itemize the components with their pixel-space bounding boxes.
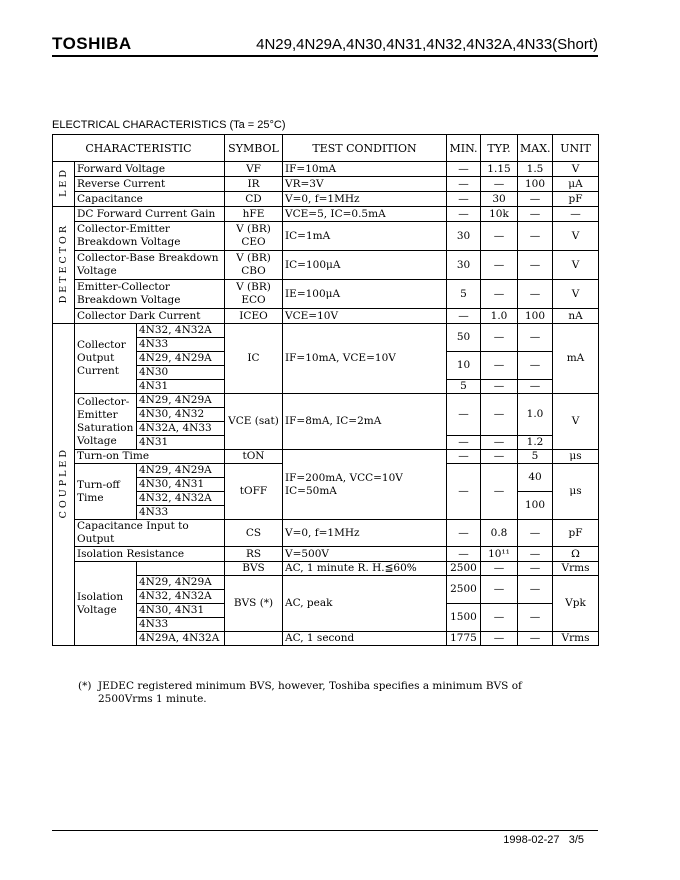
- cell-sym: V (BR) ECO: [225, 280, 283, 309]
- cell-typ: —: [481, 436, 518, 450]
- cell-min: —: [447, 450, 481, 464]
- cell-typ: —: [481, 632, 518, 646]
- cell-min: —: [447, 520, 481, 547]
- cell-sym: V (BR) CBO: [225, 251, 283, 280]
- group-label-coupled: COUPLED: [53, 324, 75, 646]
- cell-min: —: [447, 162, 481, 177]
- cell-typ: —: [481, 562, 518, 576]
- cell-unit: V: [553, 251, 599, 280]
- table-row: [53, 280, 599, 309]
- cell-unit: Ω: [553, 547, 599, 562]
- cell-device: 4N30, 4N31: [137, 478, 225, 492]
- cell-char: Capacitance Input to Output: [75, 520, 225, 547]
- col-header-characteristic: CHARACTERISTIC: [53, 135, 225, 162]
- cell-typ: —: [481, 324, 518, 352]
- cell-max: —: [518, 251, 553, 280]
- cell-max: —: [518, 380, 553, 394]
- cell-device: 4N33: [137, 506, 225, 520]
- cell-cond: AC, 1 second: [283, 632, 447, 646]
- cell-typ: —: [481, 464, 518, 520]
- cell-sym: hFE: [225, 207, 283, 222]
- cell-sym: VF: [225, 162, 283, 177]
- cell-unit: μA: [553, 177, 599, 192]
- cell-cond: VR=3V: [283, 177, 447, 192]
- cell-device: 4N31: [137, 436, 225, 450]
- cell-sym: CD: [225, 192, 283, 207]
- cell-max: —: [518, 192, 553, 207]
- cell-cond: IE=100μA: [283, 280, 447, 309]
- footnote-text: JEDEC registered minimum BVS, however, Toshiba specifies a minimum BVS of 2500Vrms 1 minute.: [98, 680, 522, 705]
- brand-logo: TOSHIBA: [52, 34, 132, 53]
- cell-min: —: [447, 192, 481, 207]
- cell-min: 5: [447, 380, 481, 394]
- cell-device: [137, 562, 225, 576]
- cell-max: —: [518, 576, 553, 604]
- cell-char: Emitter-Collector Breakdown Voltage: [75, 280, 225, 309]
- cell-char: Isolation Resistance: [75, 547, 225, 562]
- cell-max: 100: [518, 177, 553, 192]
- cell-max: —: [518, 324, 553, 352]
- cell-device: 4N31: [137, 380, 225, 394]
- cell-min: 30: [447, 251, 481, 280]
- cell-min: 1500: [447, 604, 481, 632]
- cell-char: DC Forward Current Gain: [75, 207, 225, 222]
- cell-min: 30: [447, 222, 481, 251]
- cell-char: Forward Voltage: [75, 162, 225, 177]
- col-header-min: MIN.: [447, 135, 481, 162]
- table-row: [53, 450, 599, 464]
- cell-unit: V: [553, 222, 599, 251]
- header-rule: [52, 55, 598, 57]
- cell-max: —: [518, 632, 553, 646]
- cell-device: 4N33: [137, 618, 225, 632]
- group-label-detector: DETECTOR: [53, 207, 75, 324]
- cell-unit: V: [553, 162, 599, 177]
- cell-cond: IF=10mA: [283, 162, 447, 177]
- cell-min: 1775: [447, 632, 481, 646]
- cell-unit: mA: [553, 324, 599, 394]
- cell-max: —: [518, 352, 553, 380]
- cell-typ: 1.15: [481, 162, 518, 177]
- table-row: [53, 192, 599, 207]
- cell-char: Collector Output Current: [75, 324, 137, 394]
- cell-cond: VCE=10V: [283, 309, 447, 324]
- cell-unit: Vrms: [553, 632, 599, 646]
- cell-max: —: [518, 520, 553, 547]
- cell-max: —: [518, 280, 553, 309]
- table-row: [53, 394, 599, 408]
- cell-typ: —: [481, 450, 518, 464]
- cell-device: 4N32, 4N32A: [137, 590, 225, 604]
- table-row: [53, 562, 599, 576]
- cell-max: 40: [518, 464, 553, 492]
- cell-typ: 30: [481, 192, 518, 207]
- cell-max: —: [518, 562, 553, 576]
- cell-device: 4N32, 4N32A: [137, 324, 225, 338]
- cell-device: 4N29, 4N29A: [137, 464, 225, 478]
- cell-sym: BVS: [225, 562, 283, 576]
- cell-min: 50: [447, 324, 481, 352]
- cell-typ: —: [481, 352, 518, 380]
- cell-typ: —: [481, 251, 518, 280]
- document-title: 4N29,4N29A,4N30,4N31,4N32,4N32A,4N33(Short): [256, 36, 598, 53]
- cell-unit: nA: [553, 309, 599, 324]
- cell-min: —: [447, 547, 481, 562]
- cell-min: 2500: [447, 562, 481, 576]
- cell-max: —: [518, 207, 553, 222]
- col-header-condition: TEST CONDITION: [283, 135, 447, 162]
- cell-max: 100: [518, 492, 553, 520]
- cell-sym: V (BR) CEO: [225, 222, 283, 251]
- cell-typ: —: [481, 394, 518, 436]
- page-footer: [503, 834, 584, 846]
- cell-cond: AC, 1 minute R. H.≦60%: [283, 562, 447, 576]
- cell-device: 4N29, 4N29A: [137, 352, 225, 366]
- cell-char: Isolation Voltage: [75, 562, 137, 646]
- cell-unit: pF: [553, 520, 599, 547]
- cell-cond: VCE=5, IC=0.5mA: [283, 207, 447, 222]
- cell-sym: tON: [225, 450, 283, 464]
- cell-max: —: [518, 604, 553, 632]
- cell-typ: 10¹¹: [481, 547, 518, 562]
- cell-cond: V=500V: [283, 547, 447, 562]
- cell-unit: Vrms: [553, 562, 599, 576]
- cell-typ: —: [481, 576, 518, 604]
- cell-max: 5: [518, 450, 553, 464]
- cell-unit: V: [553, 394, 599, 450]
- cell-device: 4N29A, 4N32A: [137, 632, 225, 646]
- electrical-characteristics-table: [52, 134, 599, 646]
- cell-unit: —: [553, 207, 599, 222]
- cell-sym: IC: [225, 324, 283, 394]
- cell-device: 4N32A, 4N33: [137, 422, 225, 436]
- col-header-symbol: SYMBOL: [225, 135, 283, 162]
- cell-device: 4N30: [137, 366, 225, 380]
- table-header-row: [53, 135, 599, 162]
- footnote-mark: (*): [78, 680, 92, 692]
- cell-device: 4N30, 4N31: [137, 604, 225, 618]
- cell-max: 1.5: [518, 162, 553, 177]
- cell-sym: VCE (sat): [225, 394, 283, 450]
- cell-cond: IF=8mA, IC=2mA: [283, 394, 447, 450]
- cell-typ: —: [481, 222, 518, 251]
- table-row: [53, 251, 599, 280]
- cell-max: 1.2: [518, 436, 553, 450]
- cell-char: Reverse Current: [75, 177, 225, 192]
- cell-unit: V: [553, 280, 599, 309]
- cell-char: Turn-off Time: [75, 464, 137, 520]
- cell-sym: ICEO: [225, 309, 283, 324]
- cell-max: 1.0: [518, 394, 553, 436]
- cell-unit: μs: [553, 464, 599, 520]
- cell-unit: pF: [553, 192, 599, 207]
- col-header-max: MAX.: [518, 135, 553, 162]
- cell-char: Collector-Emitter Saturation Voltage: [75, 394, 137, 450]
- cell-min: —: [447, 394, 481, 436]
- cell-cond: AC, peak: [283, 576, 447, 632]
- cell-unit: μs: [553, 450, 599, 464]
- group-label-led: LED: [53, 162, 75, 207]
- cell-char: Collector-Emitter Breakdown Voltage: [75, 222, 225, 251]
- cell-typ: 1.0: [481, 309, 518, 324]
- cell-min: 2500: [447, 576, 481, 604]
- cell-cond: IC=100μA: [283, 251, 447, 280]
- cell-max: —: [518, 222, 553, 251]
- cell-typ: 10k: [481, 207, 518, 222]
- footer-rule: [52, 830, 598, 831]
- cell-char: Capacitance: [75, 192, 225, 207]
- cell-char: Collector Dark Current: [75, 309, 225, 324]
- footer-date: 1998-02-27: [503, 834, 560, 846]
- cell-max: 100: [518, 309, 553, 324]
- table-row: [53, 547, 599, 562]
- cell-sym: RS: [225, 547, 283, 562]
- col-header-typ: TYP.: [481, 135, 518, 162]
- cell-device: 4N30, 4N32: [137, 408, 225, 422]
- footer-page: 3/5: [568, 834, 584, 846]
- cell-sym: CS: [225, 520, 283, 547]
- cell-cond: V=0, f=1MHz: [283, 192, 447, 207]
- cell-sym: IR: [225, 177, 283, 192]
- cell-min: 5: [447, 280, 481, 309]
- col-header-unit: UNIT: [553, 135, 599, 162]
- cell-typ: —: [481, 380, 518, 394]
- table-row: [53, 324, 599, 338]
- cell-unit: Vpk: [553, 576, 599, 632]
- table-row: [53, 222, 599, 251]
- table-row: [53, 520, 599, 547]
- cell-max: —: [518, 547, 553, 562]
- cell-sym: tOFF: [225, 464, 283, 520]
- cell-sym: BVS (*): [225, 576, 283, 632]
- cell-cond: IF=10mA, VCE=10V: [283, 324, 447, 394]
- cell-cond: IC=1mA: [283, 222, 447, 251]
- table-row: [53, 177, 599, 192]
- cell-min: —: [447, 436, 481, 450]
- table-row: [53, 162, 599, 177]
- section-title: ELECTRICAL CHARACTERISTICS (Ta = 25°C): [52, 119, 286, 131]
- cell-min: —: [447, 464, 481, 520]
- cell-char: Collector-Base Breakdown Voltage: [75, 251, 225, 280]
- table-row: [53, 207, 599, 222]
- cell-cond: V=0, f=1MHz: [283, 520, 447, 547]
- cell-device: 4N33: [137, 338, 225, 352]
- cell-typ: —: [481, 280, 518, 309]
- cell-device: 4N32, 4N32A: [137, 492, 225, 506]
- cell-device: 4N29, 4N29A: [137, 394, 225, 408]
- cell-min: —: [447, 177, 481, 192]
- cell-typ: —: [481, 177, 518, 192]
- cell-char: Turn-on Time: [75, 450, 225, 464]
- cell-typ: 0.8: [481, 520, 518, 547]
- footnote: [78, 680, 548, 706]
- cell-min: 10: [447, 352, 481, 380]
- cell-sym: [225, 632, 283, 646]
- cell-min: —: [447, 207, 481, 222]
- cell-cond: IF=200mA, VCC=10V IC=50mA: [283, 450, 447, 520]
- cell-min: —: [447, 309, 481, 324]
- cell-typ: —: [481, 604, 518, 632]
- table-row: [53, 309, 599, 324]
- cell-device: 4N29, 4N29A: [137, 576, 225, 590]
